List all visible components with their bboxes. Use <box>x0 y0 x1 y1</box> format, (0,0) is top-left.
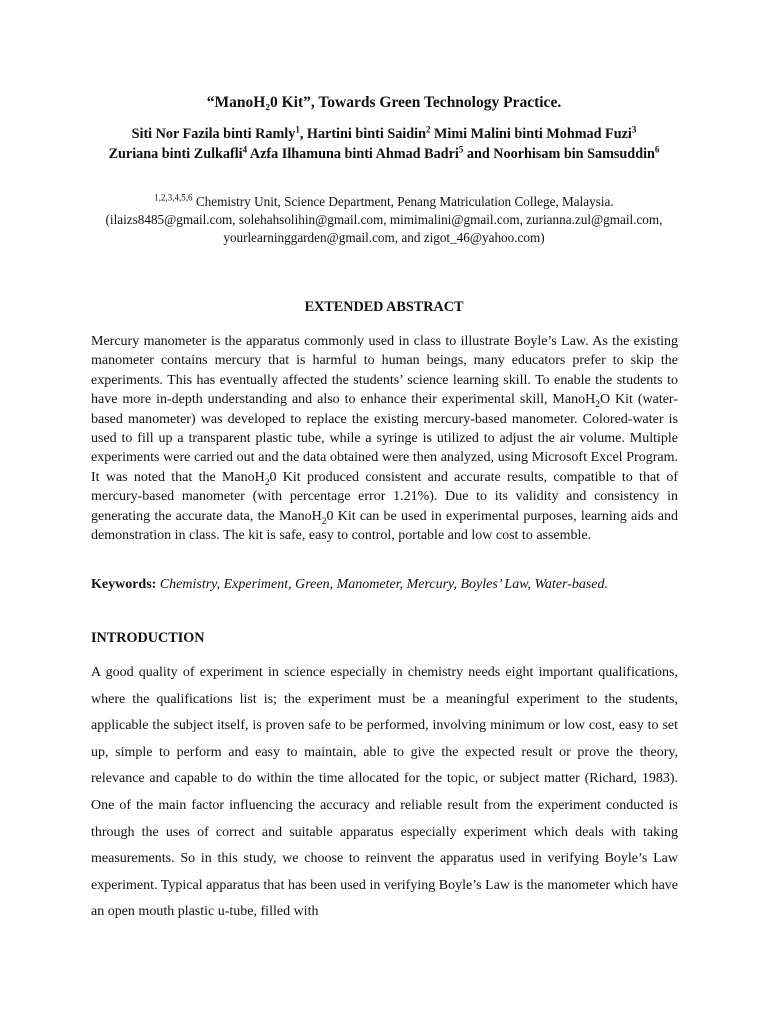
affiliation-emails-line1: (ilaizs8485@gmail.com, solehahsolihin@gmail.com, mimimalini@gmail.com, zurianna.zul@gmail.com, <box>105 212 663 227</box>
author-affiliation-marker: 2 <box>425 124 431 135</box>
affiliation-emails-line2: yourlearninggarden@gmail.com, and zigot_46@yahoo.com) <box>223 230 545 245</box>
keywords-list: Chemistry, Experiment, Green, Manometer, Mercury, Boyles’ Law, Water-based. <box>159 577 608 592</box>
author-affiliation-marker: 1 <box>295 124 300 135</box>
abstract-paragraph <box>91 332 678 545</box>
author-affiliation-marker: 4 <box>242 144 248 155</box>
abstract-text-2: O Kit (water-based manometer) was developed to replace the existing mercury-based manometer. Colored-water is used to fill up a transparent plastic tube, while a syringe is utilized to adjust the air volume. Multiple experiments were carried out and the data obtained were then analyzed, using Microsoft Excel Program. It was noted that the ManoH <box>91 392 678 485</box>
paper-title: “ManoH₂0 Kit”, Towards Green Technology Practice. <box>206 94 562 111</box>
author-name: Noorhisam bin Samsuddin <box>493 146 655 162</box>
author-name: Mimi Malini binti Mohmad Fuzi <box>434 126 632 142</box>
author-affiliation-marker: 3 <box>631 124 637 135</box>
abstract-text-1: Mercury manometer is the apparatus commonly used in class to illustrate Boyle’s Law. As the existing manometer contains mercury that is harmful to human beings, many educators prefer to skip the experiments. This has eventually affected the students’ science learning skill. To enable the students to have more in-depth understanding and also to enhance their experimental skill, ManoH <box>91 334 678 408</box>
affiliation-block <box>70 193 698 247</box>
affiliation-institution: Chemistry Unit, Science Department, Penang Matriculation College, Malaysia. <box>195 194 614 209</box>
abstract-text-4: 0 Kit can be used in experimental purposes, learning aids and demonstration in class. The kit is safe, easy to control, portable and low cost to assemble. <box>91 508 678 544</box>
author-name: Zuriana binti Zulkafli <box>108 146 243 162</box>
author-separator: and <box>463 146 494 162</box>
subscript-2: 2 <box>595 400 600 411</box>
introduction-paragraph: A good quality of experiment in science especially in chemistry needs eight important qualifications, where the qualifications list is; the experiment must be a meaningful experiment to the students, applicable the subject itself, is proven safe to be performed, involving minimum or low cost, easy to set up, simple to perform and easy to maintain, able to give the expected result or prove the theory, relevance and capable to do within the time allocated for the topic, or subject matter (Richard, 1983). One of the main factor influencing the accuracy and reliable result from the experiment conducted is through the uses of correct and suitable apparatus especially experiment which deals with taking measurements. So in this study, we choose to reinvent the apparatus used in verifying Boyle’s Law experiment. Typical apparatus that has been used in verifying Boyle’s Law is the manometer which have an open mouth plastic u-tube, filled with <box>91 665 678 920</box>
subscript-2: 2 <box>264 477 270 488</box>
author-name: Azfa Ilhamuna binti Ahmad Badri <box>249 146 459 162</box>
keywords-label: Keywords: <box>91 577 157 592</box>
subscript-2: 2 <box>321 516 327 527</box>
author-name: Hartini binti Saidin <box>306 126 426 142</box>
author-affiliation-marker: 5 <box>458 144 464 155</box>
introduction-heading: INTRODUCTION <box>91 630 205 646</box>
abstract-heading: EXTENDED ABSTRACT <box>304 299 464 315</box>
author-list <box>80 124 688 164</box>
abstract-text-3: 0 Kit produced consistent and accurate results, compatible to that of mercury-based manometer (with percentage error 1.21%). Due to its validity and consistency in generating the accurate data, the ManoH <box>91 469 679 524</box>
author-name: Siti Nor Fazila binti Ramly <box>131 126 296 142</box>
author-separator: , <box>299 126 307 142</box>
author-affiliation-marker: 6 <box>654 144 660 155</box>
affiliation-marker: 1,2,3,4,5,6 <box>154 192 193 203</box>
keywords-line <box>91 575 691 594</box>
